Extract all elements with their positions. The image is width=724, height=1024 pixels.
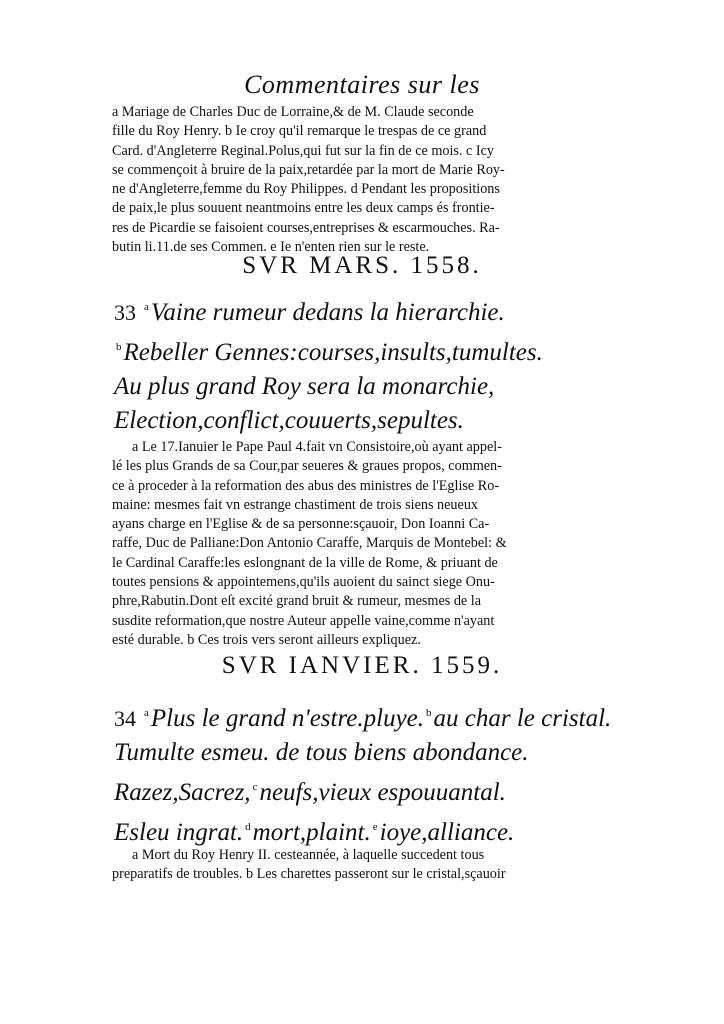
- verse-text: Razez,Sacrez,: [114, 779, 251, 806]
- note-line: de paix,le plus souuent neantmoins entre les deux camps és frontie-: [112, 200, 495, 217]
- commentary-line: le Cardinal Caraffe:les eslongnant de la ville de Rome, & priuant de: [112, 554, 498, 571]
- quatrain-33: [114, 290, 594, 438]
- quatrain-34: [114, 696, 612, 850]
- commentary-line: ce à proceder à la reformation des abus des ministres de l'Eglise Ro-: [112, 477, 500, 494]
- note-marker: a: [144, 301, 149, 313]
- verse-line: [114, 696, 612, 736]
- section-heading-mars: SVR MARS. 1558.: [242, 252, 482, 279]
- note-line: ne d'Angleterre,femme du Roy Philippes. d Pendant les propositions: [112, 181, 500, 198]
- commentary-line: ayans charge en l'Eglise & de sa personne:sçauoir, Don Ioanni Ca-: [112, 516, 490, 533]
- commentary-line: a Le 17.Ianuier le Pape Paul 4.fait vn Consistoire,où ayant appel-: [132, 439, 502, 455]
- quatrain-number: 34: [114, 706, 136, 731]
- note-line: butin li.11.de ses Commen. e Ie n'enten rien sur le reste.: [112, 239, 430, 256]
- note-marker: c: [252, 781, 258, 793]
- note-line: fille du Roy Henry. b Ie croy qu'il remarque le trespas de ce grand: [112, 123, 487, 140]
- verse-text: Esleu ingrat.: [114, 819, 244, 846]
- verse-text: Election,conflict,couuerts,sepultes.: [114, 407, 464, 434]
- commentary-line: esté durable. b Ces trois vers seront ailleurs expliquez.: [112, 631, 421, 648]
- commentary-line: raffe, Duc de Palliane:Don Antonio Caraffe, Marquis de Montebel: &: [112, 535, 507, 552]
- note-line: a Mariage de Charles Duc de Lorraine,& de M. Claude seconde: [112, 104, 474, 120]
- note-marker: e: [372, 821, 378, 833]
- verse-text: ioye,alliance.: [379, 819, 515, 846]
- commentary-line: a Mort du Roy Henry II. cesteannée, à laquelle succedent tous: [132, 847, 485, 863]
- verse-line: [114, 770, 594, 810]
- section-heading-ianvier: SVR IANVIER. 1559.: [221, 652, 503, 679]
- commentary-33: [112, 438, 582, 650]
- verse-line: [114, 290, 594, 330]
- commentary-line: maine: mesmes fait vn estrange chastiment de trois siens neueux: [112, 496, 479, 513]
- verse-text: Plus le grand n'estre.pluye.: [150, 705, 425, 732]
- top-note: [112, 103, 582, 257]
- verse-text: au char le cristal.: [433, 705, 612, 732]
- verse-text: Rebeller Gennes:courses,insults,tumultes.: [123, 339, 543, 366]
- note-line: Card. d'Angleterre Reginal.Polus,qui fut sur la fin de ce mois. c Icy: [112, 142, 494, 159]
- verse-line: [114, 810, 594, 850]
- verse-text: Tumulte esmeu. de tous biens abondance.: [114, 739, 529, 766]
- commentary-34: [112, 846, 582, 885]
- commentary-line: preparatifs de troubles. b Les charettes passeront sur le cristal,sçauoir: [112, 866, 506, 883]
- commentary-line: susdite reformation,que nostre Auteur appelle vaine,comme n'ayant: [112, 612, 495, 629]
- verse-text: Vaine rumeur dedans la hierarchie.: [150, 299, 505, 326]
- commentary-line: lé les plus Grands de sa Cour,par seueres & graues propos, commen-: [112, 458, 502, 475]
- note-marker: b: [426, 707, 432, 719]
- verse-text: neufs,vieux espouuantal.: [259, 779, 506, 806]
- running-head: Commentaires sur les: [244, 70, 480, 99]
- note-line: res de Picardie se faisoient courses,entreprises & escarmouches. Ra-: [112, 219, 500, 236]
- verse-line: [114, 370, 594, 404]
- note-marker: b: [116, 341, 122, 353]
- note-marker: a: [144, 707, 149, 719]
- verse-line: [114, 736, 594, 770]
- note-marker: d: [245, 821, 251, 833]
- verse-text: Au plus grand Roy sera la monarchie,: [114, 373, 495, 400]
- commentary-line: toutes pensions & appointemens,qu'ils auoient du sainct siege Onu-: [112, 574, 495, 591]
- note-line: se commençoit à bruire de la paix,retardée par la mort de Marie Roy-: [112, 161, 505, 178]
- commentary-line: phre,Rabutin.Dont eſt excité grand bruit & rumeur, mesmes de la: [112, 593, 481, 610]
- verse-line: [114, 330, 594, 370]
- verse-text: mort,plaint.: [252, 819, 371, 846]
- verse-line: [114, 404, 594, 438]
- quatrain-number: 33: [114, 300, 136, 325]
